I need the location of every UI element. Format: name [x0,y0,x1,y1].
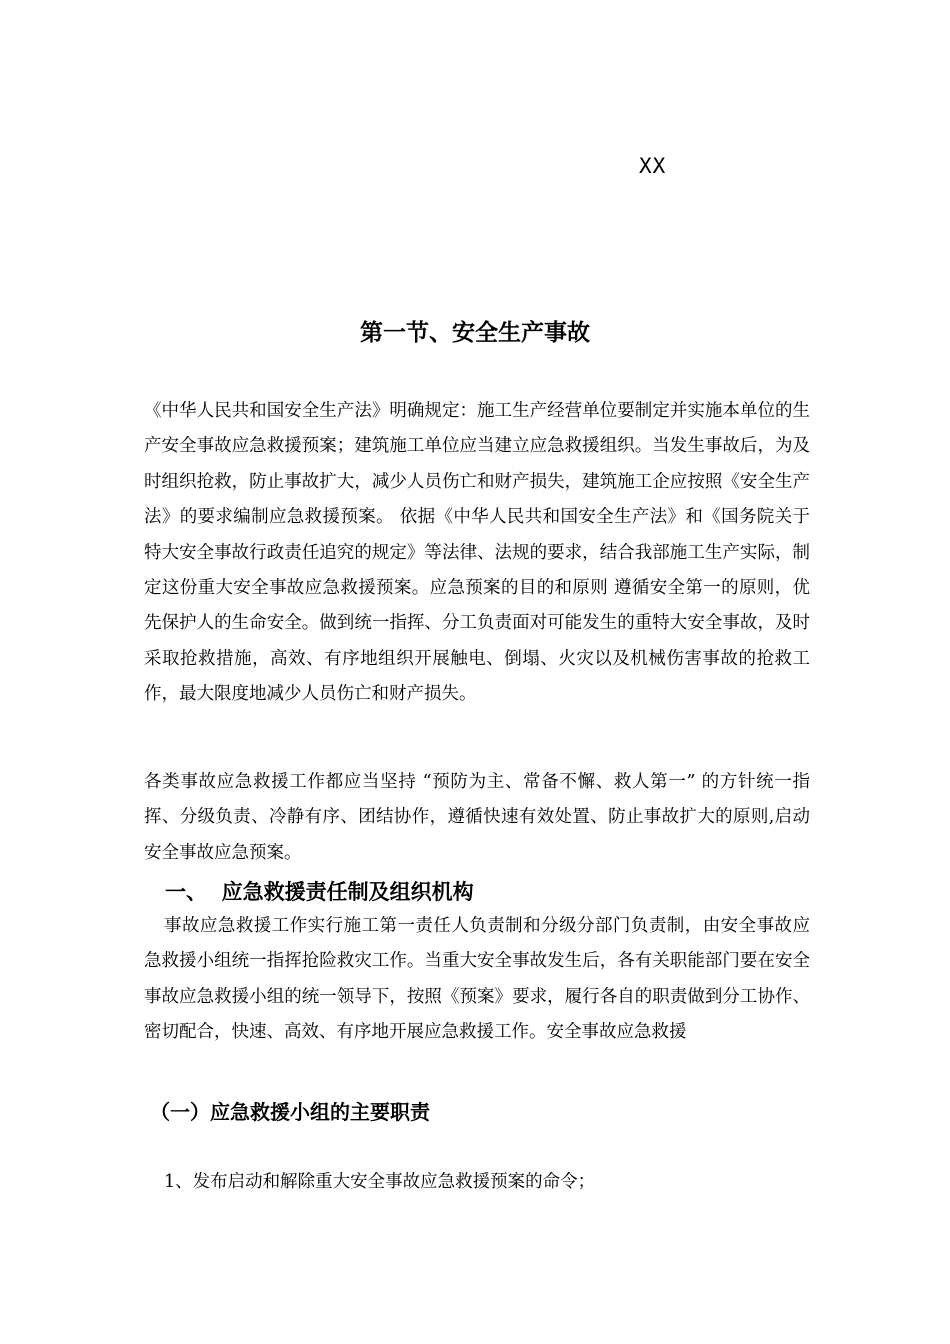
list-item: 1、发布启动和解除重大安全事故应急救援预案的命令； [164,1172,596,1192]
heading-team-duties: （一）应急救援小组的主要职责 [150,1100,430,1124]
paragraph-principle: 各类事故应急救援工作都应当坚持 “预防为主、常备不懈、救人第一” 的方针统一指挥、分级负责、冷静有序、团结协作，遵循快速有效处置、防止事故扩大的原则,启动安全事故应急预案。 [144,772,810,863]
paragraph-responsibility: 事故应急救援工作实行施工第一责任人负责制和分级分部门负责制，由安全事故应急救援小组统一指挥抢险救灾工作。当重大安全事故发生后，各有关职能部门要在安全事故应急救援小组的统一领导下，按照《预案》要求，履行各自的职责做到分工协作、密切配合，快速、高效、有序地开展应急救援工作。安全事故应急救援 [144,916,810,1043]
paragraph-intro: 《中华人民共和国安全生产法》明确规定：施工生产经营单位要制定并实施本单位的生产安全事故应急救援预案；建筑施工单位应当建立应急救援组织。当发生事故后，为及时组织抢救，防止事故扩大，减少人员伤亡和财产损失，建筑施工企应按照《安全生产法》的要求编制应急救援预案。 依据《中华人民共和国安全生产法》和《国务院关于特大安全事故行政责任追究的规定》等法律、法规的要求，结合我部施工生产实际，制定这份重大安全事故应急救援预案。应急预案的目的和原则 遵循安全第一的原则，优先保护人的生命安全。做到统一指挥、分工负责面对可能发生的重特大安全事故，及时采取抢救措施，高效、有序地组织开展触电、倒塌、火灾以及机械伤害事故的抢救工作，最大限度地减少人员伤亡和财产损失。 [144,401,810,705]
section-title: 第一节、安全生产事故 [360,320,590,346]
header-mark: XX [639,154,667,178]
heading-responsibility: 一、 应急救援责任制及组织机构 [165,880,474,904]
